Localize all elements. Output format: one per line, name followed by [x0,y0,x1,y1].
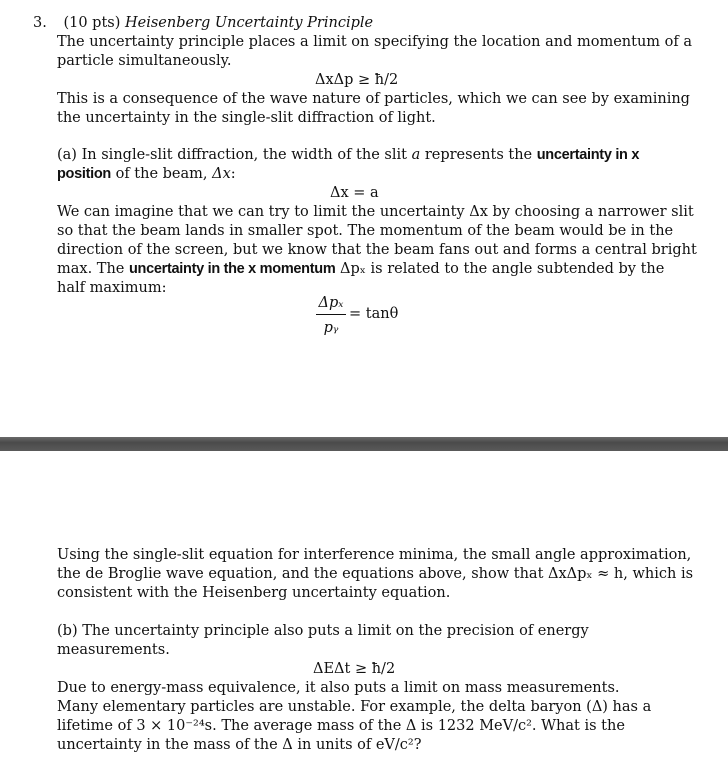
part-a-body-1: We can imagine that we can try to limit the uncertainty Δx by choosing a narrower slit [57,204,694,220]
show-line-3: consistent with the Heisenberg uncertainty equation. [57,585,451,601]
part-a-body-4 [57,260,664,278]
bold-uncertainty-x: uncertainty in x [536,147,640,163]
var-a: a [411,147,421,163]
part-a-text: (a) In single-slit diffraction, the width of the slit [57,147,412,163]
part-b-body-4: uncertainty in the mass of the Δ in units of eV/c²? [57,737,422,753]
part-b-body-1: Due to energy-mass equivalence, it also puts a limit on mass measurements. [57,680,620,696]
fraction-numerator: Δpₓ [318,295,344,311]
bold-uncertainty-momentum: uncertainty in the x momentum [129,261,336,277]
part-a-text: represents the [420,147,537,163]
problem-title: Heisenberg Uncertainty Principle [125,15,374,31]
part-a-line-1 [57,146,639,164]
intro-line-1: The uncertainty principle places a limit on specifying the location and momentum of a [57,34,693,50]
part-b-line-2: measurements. [57,642,170,658]
part-a-text: Δpₓ is related to the angle subtended by the [335,261,665,277]
part-a-text: : [230,166,236,182]
fraction-denominator: pᵧ [323,320,339,336]
bold-position: position [57,166,111,182]
equation-dx: Δx = a [330,185,379,201]
problem-points: (10 pts) [63,15,121,31]
page-separator [0,437,728,451]
show-line-2: the de Broglie wave equation, and the equations above, show that ΔxΔpₓ ≈ h, which is [57,566,694,582]
part-a-body-2: so that the beam lands in smaller spot. The momentum of the beam would be in the [57,223,674,239]
problem-header [33,14,373,32]
fraction-bar [316,314,346,315]
part-b-body-3: lifetime of 3 × 10⁻²⁴s. The average mass of the Δ is 1232 MeV/c². What is the [57,718,625,734]
part-a-text: of the beam, [110,166,213,182]
var-dx: Δx [212,166,231,182]
half-maximum: half maximum: [57,280,167,296]
show-line-1: Using the single-slit equation for interference minima, the small angle approximation, [57,547,692,563]
intro-line-2: particle simultaneously. [57,53,232,69]
equation-tan: = tanθ [349,306,399,322]
part-a-line-2 [57,165,236,183]
page-two [0,451,728,772]
consequence-line-1: This is a consequence of the wave nature of particles, which we can see by examining [57,91,690,107]
consequence-line-2: the uncertainty in the single-slit diffraction of light. [57,110,436,126]
fraction-dp-over-p [316,294,346,337]
equation-energy: ΔEΔt ≥ ħ/2 [313,661,396,677]
problem-number: 3. [33,15,47,31]
equation-uncertainty: ΔxΔp ≥ ħ/2 [315,72,399,88]
part-a-body-3: direction of the screen, but we know that the beam fans out and forms a central bright [57,242,697,258]
part-b-line-1: (b) The uncertainty principle also puts a limit on the precision of energy [57,623,589,639]
part-a-text: max. The [57,261,129,277]
part-b-body-2: Many elementary particles are unstable. For example, the delta baryon (Δ) has a [57,699,652,715]
